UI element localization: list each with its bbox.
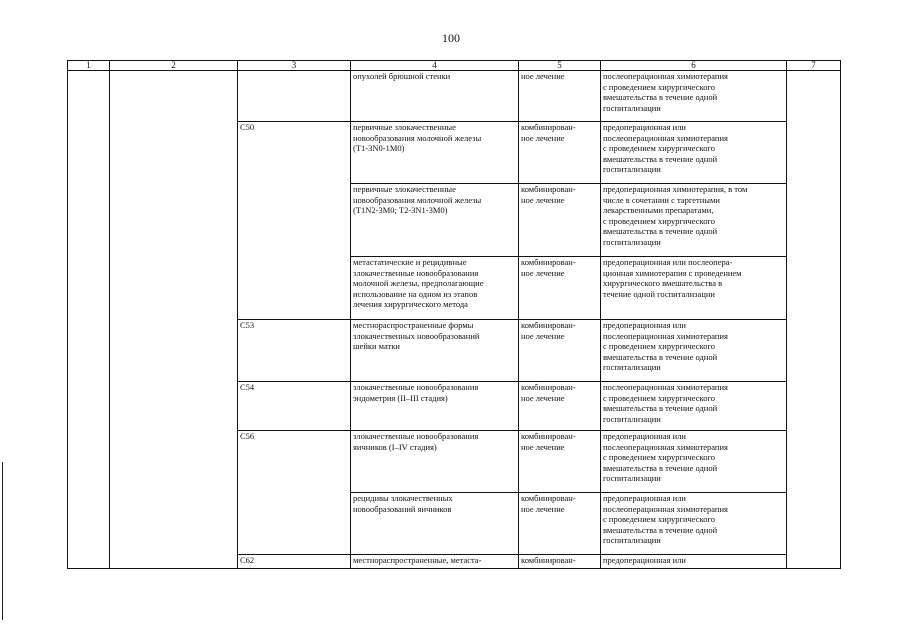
treatment-type-cell: ное лечение	[519, 71, 601, 122]
table-body	[68, 71, 841, 569]
condition-cell: первичные злокачественные новообразования молочной железы (T1-3N0-1M0)	[351, 122, 519, 184]
treatment-type-cell: комбинирован- ное лечение	[519, 184, 601, 257]
treatment-method-cell: послеоперационная химиотерапия с проведением хирургического вмешательства в течение одной госпитализации	[601, 71, 787, 122]
page-number: 100	[442, 31, 460, 45]
condition-cell: первичные злокачественные новообразования молочной железы (T1N2-3M0; T2-3N1-3M0)	[351, 184, 519, 257]
column-header-6: 6	[601, 61, 787, 71]
page-edge-mark	[2, 462, 3, 620]
icd-code-cell: C50	[238, 122, 351, 320]
header-row	[68, 61, 841, 71]
icd-code-cell: C62	[238, 555, 351, 569]
treatment-type-cell: комбинирован- ное лечение	[519, 257, 601, 320]
icd-code-cell: C53	[238, 320, 351, 382]
treatment-method-cell: предоперационная или послеопера- ционная химиотерапия с проведением хирургического вмешательства в течение одной госпитализации	[601, 257, 787, 320]
icd-code-cell	[238, 71, 351, 122]
treatment-method-cell: предоперационная или послеоперационная химиотерапия с проведением хирургического вмешательства в течение одной госпитализации	[601, 122, 787, 184]
condition-cell: злокачественные новообразования эндометрия (II–III стадия)	[351, 382, 519, 431]
treatment-table	[67, 60, 841, 569]
treatment-method-cell: предоперационная или	[601, 555, 787, 569]
col7-cell	[787, 71, 841, 569]
icd-code-cell: C54	[238, 382, 351, 431]
column-header-7: 7	[787, 61, 841, 71]
condition-cell: метастатические и рецидивные злокачественные новообразования молочной железы, предполагающие использование на одном из этапов лечения хирургического метода	[351, 257, 519, 320]
column-header-5: 5	[519, 61, 601, 71]
treatment-type-cell: комбинирован- ное лечение	[519, 382, 601, 431]
column-header-1: 1	[68, 61, 110, 71]
treatment-method-cell: предоперационная химиотерапия, в том числе в сочетании с таргетными лекарственными препаратами, с проведением хирургического вмешательства в течение одной госпитализации	[601, 184, 787, 257]
treatment-type-cell: комбинирован- ное лечение	[519, 431, 601, 493]
condition-cell: злокачественные новообразования яичников (I–IV стадия)	[351, 431, 519, 493]
column-header-3: 3	[238, 61, 351, 71]
treatment-method-cell: предоперационная или послеоперационная химиотерапия с проведением хирургического вмешательства в течение одной госпитализации	[601, 431, 787, 493]
col1-cell	[68, 71, 110, 569]
condition-cell: местнораспространенные формы злокачественных новообразований шейки матки	[351, 320, 519, 382]
condition-cell: местнораспространенные, метаста-	[351, 555, 519, 569]
column-header-2: 2	[110, 61, 238, 71]
icd-code-cell: C56	[238, 431, 351, 555]
treatment-method-cell: предоперационная или послеоперационная химиотерапия с проведением хирургического вмешательства в течение одной госпитализации	[601, 493, 787, 555]
treatment-method-cell: предоперационная или послеоперационная химиотерапия с проведением хирургического вмешательства в течение одной госпитализации	[601, 320, 787, 382]
condition-cell: рецидивы злокачественных новообразований яичников	[351, 493, 519, 555]
treatment-method-cell: послеоперационная химиотерапия с проведением хирургического вмешательства в течение одной госпитализации	[601, 382, 787, 431]
column-header-4: 4	[351, 61, 519, 71]
treatment-type-cell: комбинирован- ное лечение	[519, 122, 601, 184]
condition-cell: опухолей брюшной стенки	[351, 71, 519, 122]
col2-cell	[110, 71, 238, 569]
table-row	[68, 71, 841, 122]
treatment-type-cell: комбинирован- ное лечение	[519, 493, 601, 555]
treatment-type-cell: комбинирован- ное лечение	[519, 320, 601, 382]
treatment-type-cell: комбинирован-	[519, 555, 601, 569]
